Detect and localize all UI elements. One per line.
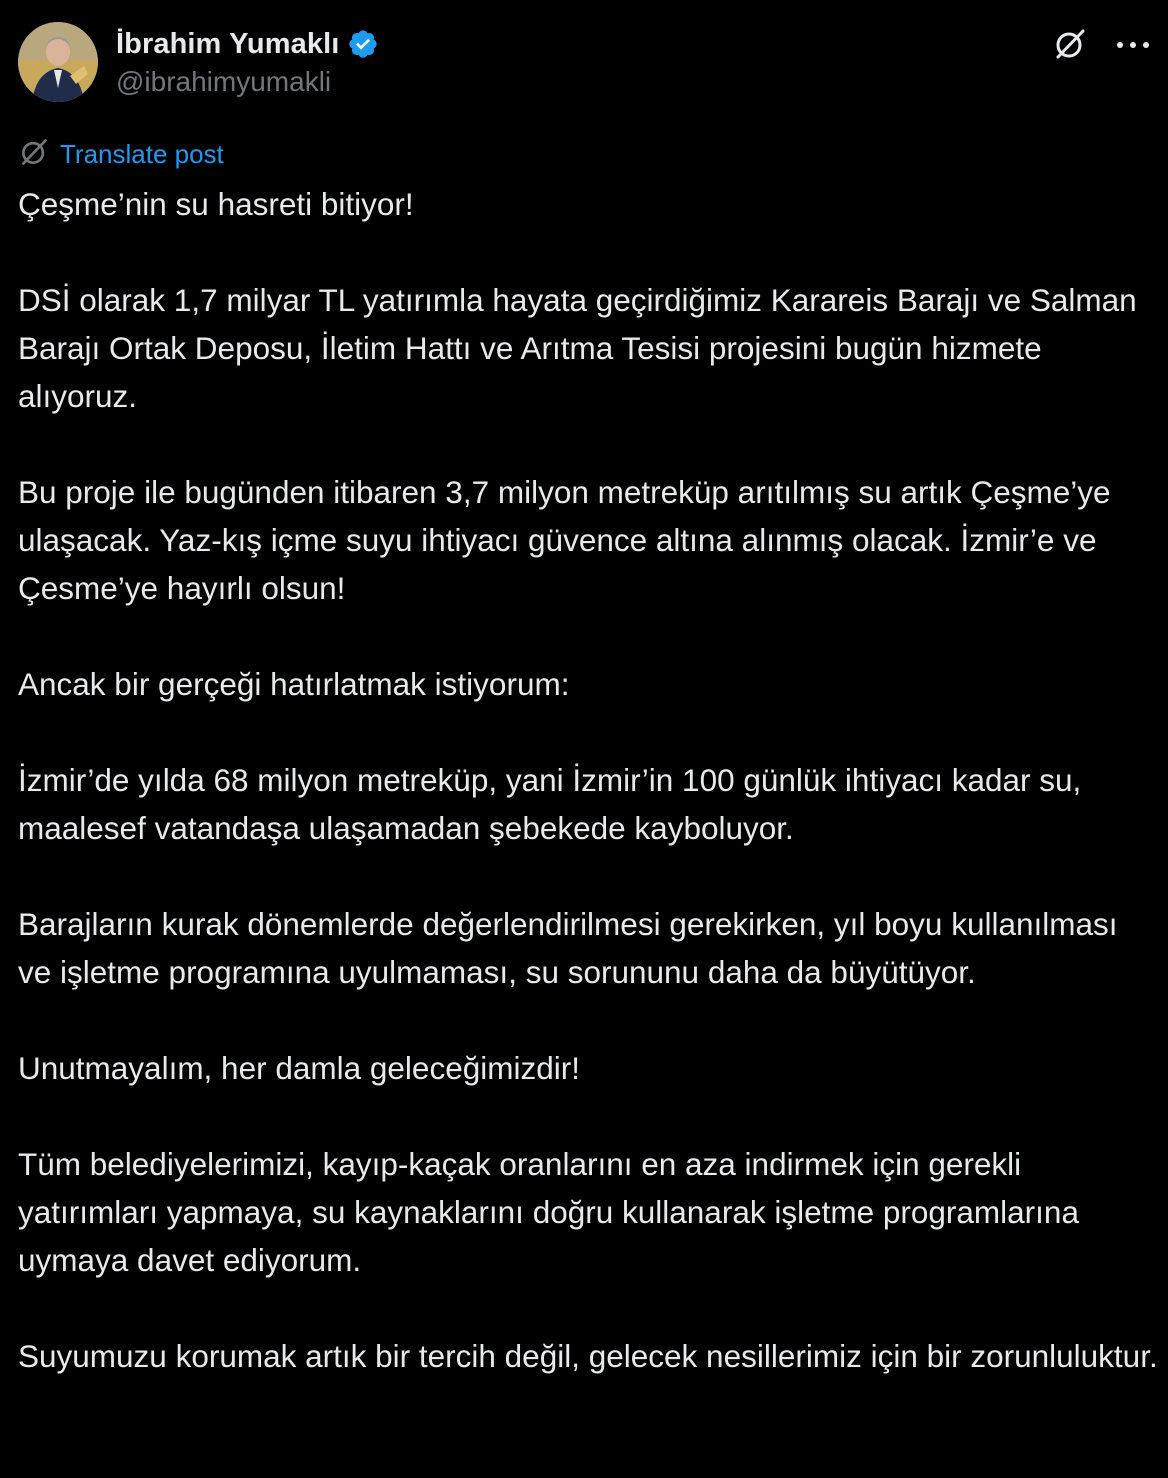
post-paragraph: Ancak bir gerçeği hatırlatmak istiyorum: <box>18 666 570 702</box>
more-options-icon[interactable] <box>1116 38 1150 56</box>
translate-post[interactable] <box>18 138 224 170</box>
avatar[interactable] <box>18 22 98 102</box>
post-paragraph: Çeşme’nin su hasreti bitiyor! <box>18 186 414 222</box>
post-header <box>18 22 1150 106</box>
author-handle[interactable]: @ibrahimyumakli <box>116 66 332 97</box>
post-actions <box>1052 26 1150 67</box>
post-paragraph: Tüm belediyelerimizi, kayıp-kaçak oranlarını en aza indirmek için gerekli yatırımları yapmaya, su kaynaklarını doğru kullanarak işletme programlarına uymaya davet ediyorum. <box>18 1146 1079 1278</box>
author-info <box>116 24 379 98</box>
avatar-image <box>18 22 98 102</box>
post-paragraph: Barajların kurak dönemlerde değerlendirilmesi gerekirken, yıl boyu kullanılması ve işletme programına uyulmaması, su sorununu daha da büyütüyor. <box>18 906 1118 990</box>
post-paragraph: Bu proje ile bugünden itibaren 3,7 milyon metreküp arıtılmış su artık Çeşme’ye ulaşacak. Yaz-kış içme suyu ihtiyacı güvence altına alınmış olacak. İzmir’e ve Çesme’ye hayırlı olsun! <box>18 474 1111 606</box>
post-paragraph: DSİ olarak 1,7 milyar TL yatırımla hayata geçirdiğimiz Karareis Barajı ve Salman Barajı Ortak Deposu, İletim Hattı ve Arıtma Tesisi projesini bugün hizmete alıyoruz. <box>18 282 1137 414</box>
post-paragraph: Unutmayalım, her damla geleceğimizdir! <box>18 1050 580 1086</box>
grok-icon[interactable] <box>1052 26 1088 67</box>
post-text <box>18 180 1158 1380</box>
post-paragraph: Suyumuzu korumak artık bir tercih değil, gelecek nesillerimiz için bir zorunluluktur. <box>18 1338 1158 1374</box>
verified-badge-icon[interactable] <box>347 28 379 60</box>
display-name-row <box>116 24 379 64</box>
author-display-name[interactable]: İbrahim Yumaklı <box>116 27 340 60</box>
translate-post-link[interactable]: Translate post <box>60 138 224 169</box>
post-paragraph: İzmir’de yılda 68 milyon metreküp, yani İzmir’in 100 günlük ihtiyacı kadar su, maalesef vatandaşa ulaşamadan şebekede kayboluyor. <box>18 762 1082 846</box>
grok-translate-icon <box>18 136 50 173</box>
